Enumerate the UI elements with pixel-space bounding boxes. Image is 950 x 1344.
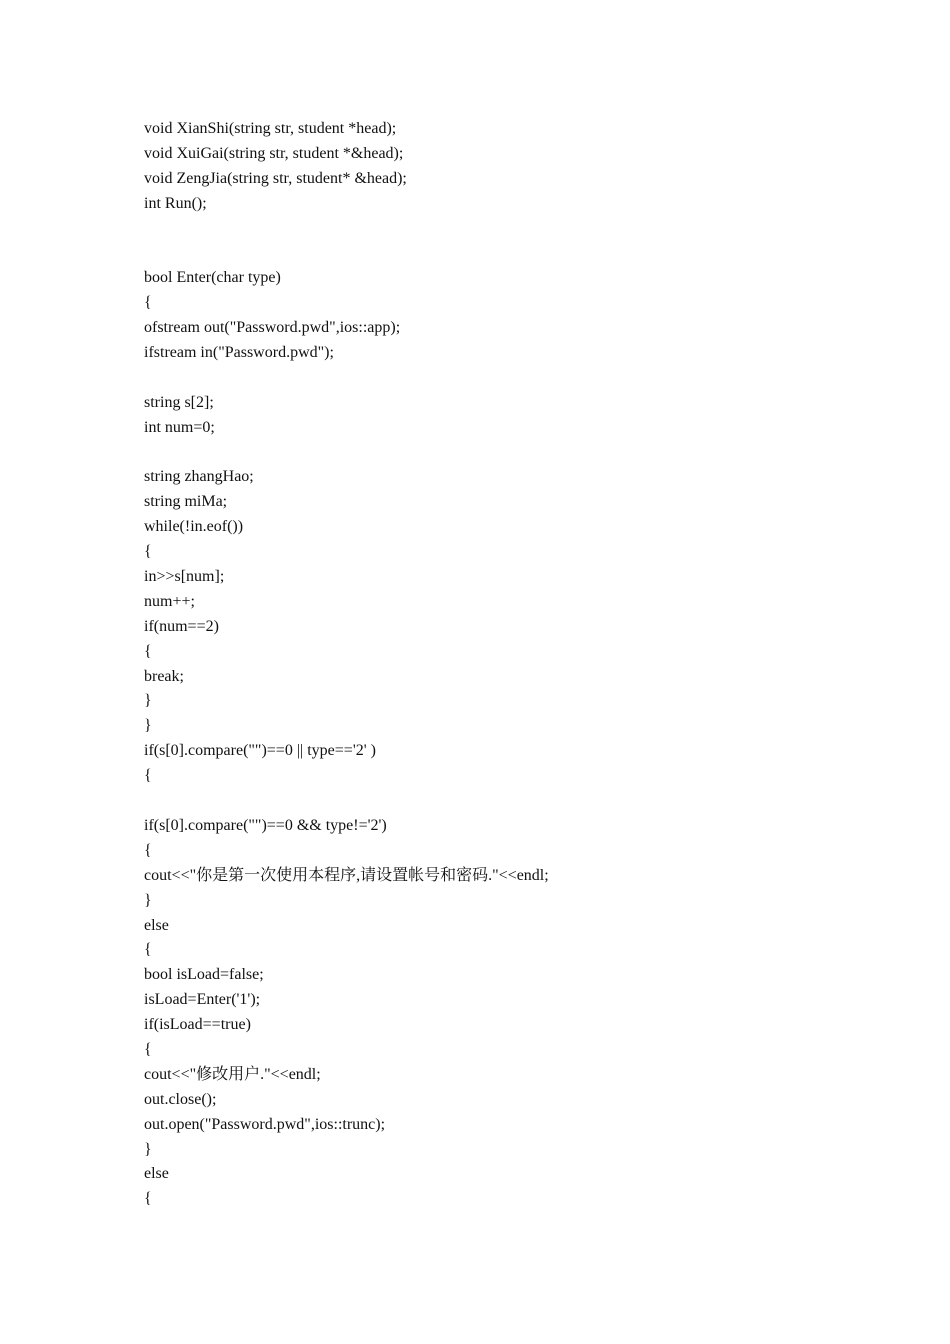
code-line: int num=0;: [144, 418, 215, 436]
code-line: {: [144, 642, 152, 660]
code-line: {: [144, 841, 152, 859]
code-line: [144, 789, 904, 814]
code-line: {: [144, 294, 152, 312]
code-line: [144, 241, 904, 266]
code-line: {: [144, 941, 152, 959]
code-line: out.close();: [144, 1090, 217, 1108]
code-line: num++;: [144, 592, 195, 610]
code-line: if(s[0].compare("")==0 && type!='2'): [144, 816, 387, 834]
code-line: void XuiGai(string str, student *&head);: [144, 144, 404, 162]
code-line: isLoad=Enter('1');: [144, 991, 261, 1009]
code-line: {: [144, 1190, 152, 1208]
code-line: [144, 441, 904, 466]
code-line: bool Enter(char type): [144, 269, 281, 287]
code-line: if(num==2): [144, 617, 219, 635]
code-line: {: [144, 1040, 152, 1058]
code-line: bool isLoad=false;: [144, 966, 264, 984]
code-line: }: [144, 891, 152, 909]
code-line: }: [144, 692, 152, 710]
code-line: while(!in.eof()): [144, 518, 244, 536]
code-line: int Run();: [144, 194, 207, 212]
code-line: else: [144, 916, 169, 934]
code-line: string zhangHao;: [144, 468, 254, 486]
code-line: [144, 366, 904, 391]
code-line: break;: [144, 667, 184, 685]
code-line: ofstream out("Password.pwd",ios::app);: [144, 319, 401, 337]
code-line: in>>s[num];: [144, 568, 225, 586]
code-listing: [144, 117, 904, 1212]
code-line: cout<<"你是第一次使用本程序,请设置帐号和密码."<<endl;: [144, 866, 549, 884]
code-line: if(isLoad==true): [144, 1016, 251, 1034]
code-line: string miMa;: [144, 493, 228, 511]
code-line: {: [144, 543, 152, 561]
code-line: }: [144, 1140, 152, 1158]
code-line: [144, 217, 904, 242]
code-line: out.open("Password.pwd",ios::trunc);: [144, 1115, 386, 1133]
code-line: string s[2];: [144, 393, 214, 411]
code-line: void XianShi(string str, student *head);: [144, 120, 397, 137]
code-line: cout<<"修改用户."<<endl;: [144, 1065, 321, 1083]
code-line: if(s[0].compare("")==0 || type=='2' ): [144, 742, 376, 760]
code-line: void ZengJia(string str, student* &head);: [144, 169, 407, 187]
code-line: {: [144, 767, 152, 785]
code-line: ifstream in("Password.pwd");: [144, 344, 334, 362]
code-line: }: [144, 717, 152, 735]
code-line: else: [144, 1165, 169, 1183]
